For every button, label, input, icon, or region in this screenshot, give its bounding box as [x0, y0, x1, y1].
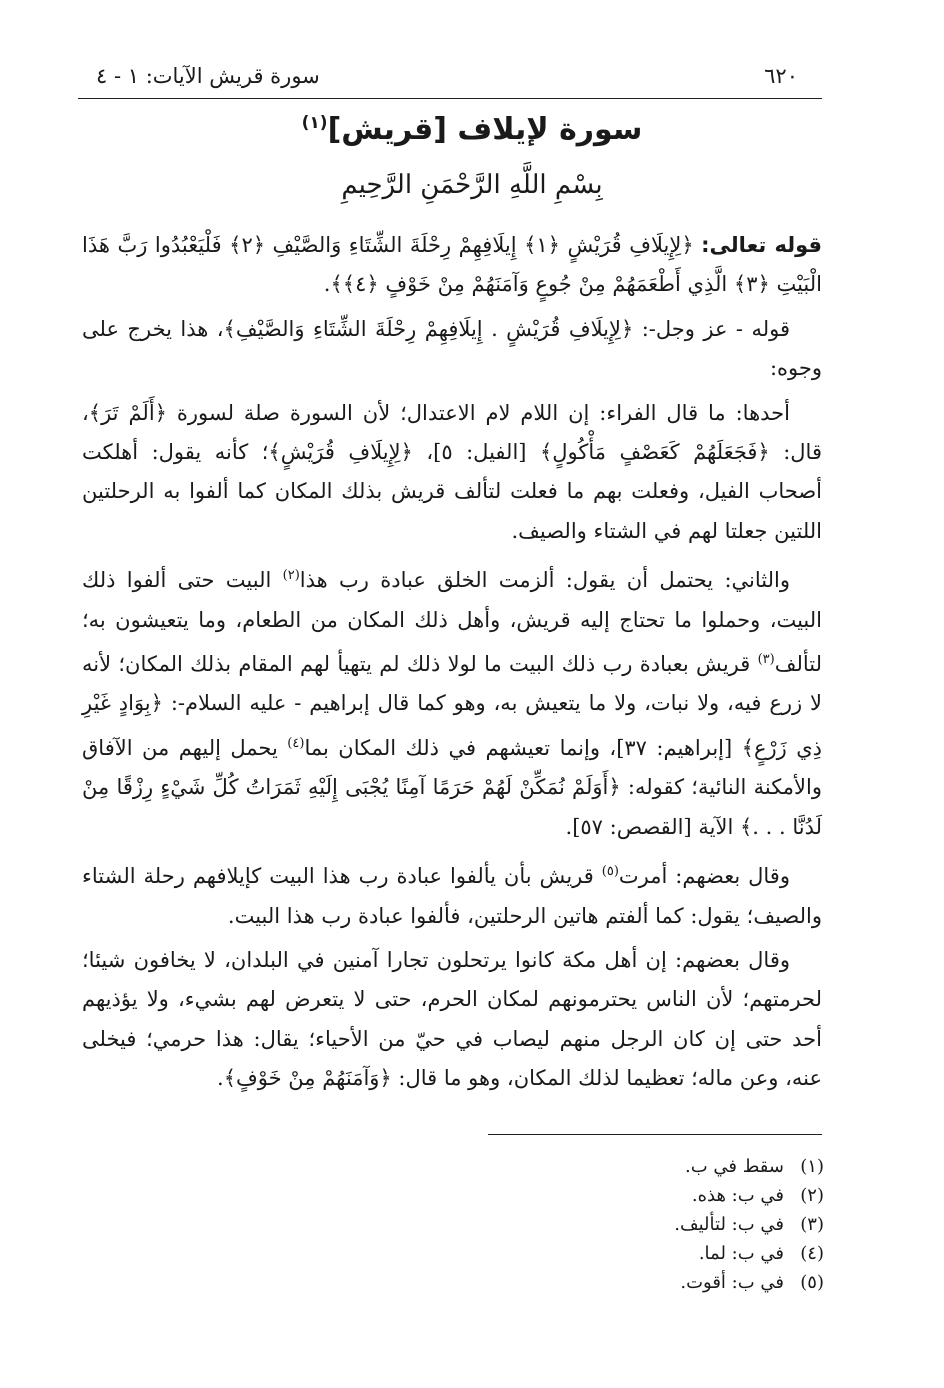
paragraph-text: وقال بعضهم: أمرت — [618, 864, 790, 889]
commentary-paragraph — [82, 556, 822, 847]
footnote — [424, 1181, 824, 1210]
verse-paragraph — [82, 226, 822, 305]
paragraph-text: قريش بأن يألفوا عبادة رب هذا البيت كإيلافهم رحلة الشتاء والصيف؛ يقول: كما ألفتم هاتين الرحلتين، فألفوا عبادة رب هذا البيت. — [82, 864, 822, 928]
footnote-number: (٢) — [800, 1185, 824, 1206]
paragraph-text: قريش بعبادة رب ذلك البيت ما لولا ذلك لم يتهيأ لهم المقام بذلك المكان؛ لأنه لا زرع فيه، ولا نبات، ولا ما يتعيش به، وهو كما قال إبراهيم - عليه السلام-: ﴿بِوَادٍ غَيْرِ ذِي زَرْعٍ﴾ [إبراهيم: ٣٧]، وإنما تعيشهم في ذلك المكان بما — [82, 652, 823, 760]
footnote-marker: (٢) — [282, 568, 300, 584]
surah-title-note: (١) — [301, 113, 328, 133]
verse-lead: قوله تعالى: — [701, 233, 822, 257]
paragraph-text: يحمل إليهم من الآفاق والأمكنة النائية؛ كقوله: ﴿أَوَلَمْ نُمَكِّنْ لَهُمْ حَرَمًا آمِنًا يُجْبَى إِلَيْهِ ثَمَرَاتُ كُلِّ شَيْءٍ رِزْقًا مِنْ لَدُنَّا . . .﴾ الآية [القصص: ٥٧]. — [82, 735, 822, 839]
paragraph-text: والثاني: يحتمل أن يقول: ألزمت الخلق عبادة رب هذا — [299, 568, 790, 593]
footnote — [424, 1268, 824, 1297]
footnote — [424, 1152, 824, 1181]
footnote-divider — [488, 1134, 822, 1135]
footnote-text: في ب: هذه. — [691, 1185, 784, 1206]
commentary-paragraph: أحدها: ما قال الفراء: إن اللام لام الاعتدال؛ لأن السورة صلة لسورة ﴿أَلَمْ تَرَ﴾، قال: ﴿فَجَعَلَهُمْ كَعَصْفٍ مَأْكُولٍ﴾ [الفيل: ٥]، ﴿لِإِيلَافِ قُرَيْشٍ﴾؛ كأنه يقول: أهلكت أصحاب الفيل، وفعلت بهم ما فعلت لتألف قريش بذلك المكان كما ألفوا به الرحلتين اللتين جعلتا لهم في الشتاء والصيف. — [82, 400, 822, 543]
footnote — [424, 1239, 824, 1268]
page-header — [78, 58, 820, 94]
footnote-marker: (٣) — [757, 652, 775, 668]
running-title: سورة قريش الآيات: ١ - ٤ — [96, 64, 320, 88]
paragraph-text: البيت حتى ألفوا ذلك البيت، وحملوا ما تحتاج إليه قريش، وأهل ذلك المكان من الطعام، وما يتعيشون به؛ لتألف — [82, 568, 822, 677]
footnote-number: (٤) — [800, 1243, 824, 1264]
footnote-number: (٥) — [800, 1272, 824, 1293]
page-number: ٦٢٠ — [764, 64, 798, 88]
footnote-number: (١) — [800, 1156, 824, 1177]
footnote-text: في ب: لتأليف. — [674, 1214, 784, 1235]
surah-title — [0, 112, 944, 147]
basmala: بِسْمِ اللَّهِ الرَّحْمَنِ الرَّحِيمِ — [341, 170, 603, 200]
header-divider — [78, 98, 822, 99]
footnotes — [424, 1152, 824, 1297]
footnote-text: في ب: أقوت. — [680, 1272, 784, 1293]
footnote-text: سقط في ب. — [685, 1156, 784, 1177]
commentary-paragraph — [82, 852, 822, 936]
footnote-marker: (٥) — [601, 864, 619, 880]
commentary-paragraph: وقال بعضهم: إن أهل مكة كانوا يرتحلون تجارا آمنين في البلدان، لا يخافون شيئا؛ لحرمتهم؛ لأن الناس يحترمونهم لمكان الحرم، حتى لا يتعرض لهم بشيء، ولا يؤذيهم أحد حتى إن كان الرجل منهم ليصاب في حيّ من الأحياء؛ يقال: هذا حرمي؛ فيخلى عنه، وعن ماله؛ تعظيما لذلك المكان، وهو ما قال: ﴿وَآمَنَهُمْ مِنْ خَوْفٍ﴾. — [82, 947, 822, 1091]
footnote-text: في ب: لما. — [698, 1243, 784, 1264]
footnote-marker: (٤) — [287, 735, 305, 751]
surah-title-text: سورة لإيلاف [قريش] — [327, 112, 643, 147]
verse-text: ﴿لِإِيلَافِ قُرَيْشٍ ﴿١﴾ إِيلَافِهِمْ رِحْلَةَ الشِّتَاءِ وَالصَّيْفِ ﴿٢﴾ فَلْيَعْبُدُوا رَبَّ هَذَا الْبَيْتِ ﴿٣﴾ الَّذِي أَطْعَمَهُمْ مِنْ جُوعٍ وَآمَنَهُمْ مِنْ خَوْفٍ ﴿٤﴾﴾. — [82, 233, 822, 297]
commentary-paragraph: قوله - عز وجل-: ﴿لِإِيلَافِ قُرَيْشٍ . إِيلَافِهِمْ رِحْلَةَ الشِّتَاءِ وَالصَّيْفِ﴾، هذا يخرج على وجوه: — [82, 316, 822, 381]
footnote — [424, 1210, 824, 1239]
main-text — [82, 226, 822, 1104]
footnote-number: (٣) — [800, 1214, 824, 1235]
